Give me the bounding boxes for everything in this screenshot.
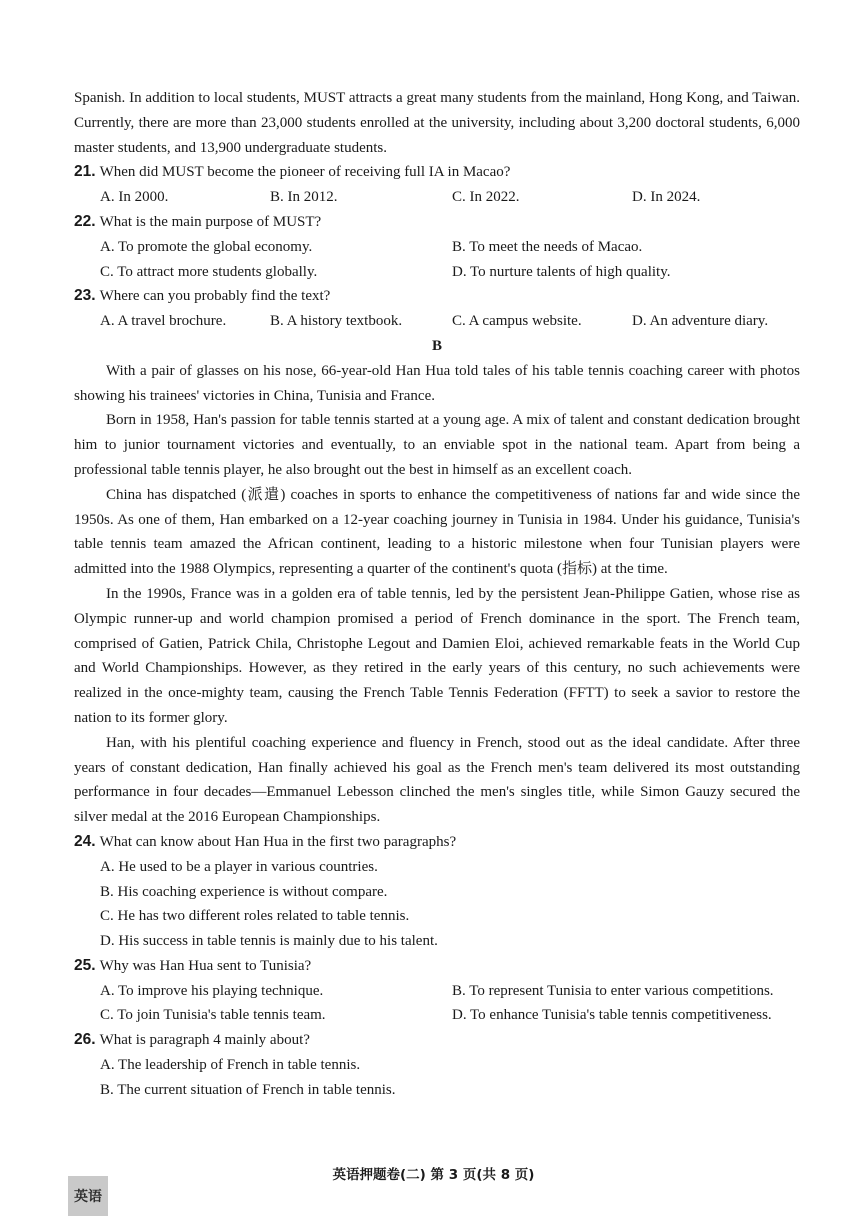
page-footer: 英语押题卷(二) 第 3 页(共 8 页) [332,1167,535,1183]
q22-options [74,235,800,285]
question-number: 24. [74,832,96,850]
question-text: What is the main purpose of MUST? [99,213,322,230]
option-d: D. His success in table tennis is mainly due to his talent. [100,933,438,950]
option-c: C. In 2022. [452,189,520,206]
option-a: A. To improve his playing technique. [100,982,324,999]
question-text: Why was Han Hua sent to Tunisia? [99,957,312,974]
option-b: B. His coaching experience is without compare. [100,883,388,900]
subject-badge: 英语 [68,1176,108,1216]
question-number: 22. [74,212,96,230]
passage-b-paragraph-3: China has dispatched (派遣) coaches in sports to enhance the competitiveness of nations far and wide since the 1950s. As one of them, Han embarked on a 12-year coaching journey in Tunisia in 1984. Under his guidance, Tunisia's table tennis team amazed the African continent, leading to a historic milestone when four Tunisian players were admitted into the 1988 Olympics, representing a quarter of the continent's quota (指标) at the time. [74,486,800,578]
question-21 [74,160,800,185]
question-text: What can know about Han Hua in the first two paragraphs? [99,833,457,850]
exam-page [74,86,800,1103]
question-text: What is paragraph 4 mainly about? [99,1032,310,1049]
option-d: D. An adventure diary. [632,313,769,330]
option-c: C. A campus website. [452,313,582,330]
option-b: B. The current situation of French in table tennis. [100,1081,396,1098]
passage-b-paragraph-2: Born in 1958, Han's passion for table tennis started at a young age. A mix of talent and constant dedication brought him to junior tournament victories and eventually, to an enviable spot in the national team. Apart from being a professional table tennis player, he also brought out the best in himself as an excellent coach. [74,412,800,478]
passage-b-paragraph-5: Han, with his plentiful coaching experience and fluency in French, stood out as the ideal candidate. After three years of constant dedication, Han finally achieved his goal as the French men's team delivered its most outstanding performance in four decades—Emmanuel Lebesson clinched the men's singles title, while Simon Gauzy secured the silver medal at the 2016 European Championships. [74,734,800,826]
option-c: C. To join Tunisia's table tennis team. [100,1007,326,1024]
question-number: 25. [74,956,96,974]
option-c: C. To attract more students globally. [100,263,318,280]
option-a: A. A travel brochure. [100,313,227,330]
passage-b-paragraph-4: In the 1990s, France was in a golden era of table tennis, led by the persistent Jean-Philippe Gatien, whose rise as Olympic runner-up and world champion promised a period of French dominance in the sport. The French team, comprised of Gatien, Patrick Chila, Christophe Legout and Damien Eloi, achieved remarkable feats in the World Cup and World Championships. However, as they retired in the early years of this century, no such achievements were realized in the once-mighty team, causing the French Table Tennis Federation (FFTT) to seek a savior to restore the nation to its former glory. [74,585,800,726]
question-text: When did MUST become the pioneer of receiving full IA in Macao? [99,164,511,181]
option-c: C. He has two different roles related to table tennis. [100,908,410,925]
option-a: A. In 2000. [100,189,169,206]
passage-b-paragraph-1: With a pair of glasses on his nose, 66-year-old Han Hua told tales of his table tennis coaching career with photos showing his trainees' victories in China, Tunisia and France. [74,362,800,404]
option-a: A. He used to be a player in various countries. [100,858,378,875]
question-26 [74,1028,800,1053]
question-23 [74,284,800,309]
question-number: 21. [74,163,96,181]
q21-options [74,185,800,210]
q25-options [74,979,800,1029]
q23-options [74,309,800,334]
option-a: A. To promote the global economy. [100,238,313,255]
section-b-heading: B [431,337,442,354]
option-b: B. To meet the needs of Macao. [452,238,643,255]
question-text: Where can you probably find the text? [99,288,331,305]
question-number: 23. [74,287,96,305]
option-d: D. In 2024. [632,189,701,206]
passage-a-tail: Spanish. In addition to local students, MUST attracts a great many students from the mainland, Hong Kong, and Taiwan. Currently, there are more than 23,000 students enrolled at the university, including about 3,200 doctoral students, 6,000 master students, and 13,900 undergraduate students. [74,90,800,156]
question-25 [74,954,800,979]
option-b: B. In 2012. [270,189,338,206]
question-number: 26. [74,1031,96,1049]
option-d: D. To enhance Tunisia's table tennis competitiveness. [452,1007,772,1024]
option-b: B. To represent Tunisia to enter various competitions. [452,982,774,999]
option-a: A. The leadership of French in table tennis. [100,1057,361,1074]
question-22 [74,210,800,235]
option-b: B. A history textbook. [270,313,403,330]
question-24 [74,830,800,855]
option-d: D. To nurture talents of high quality. [452,263,671,280]
